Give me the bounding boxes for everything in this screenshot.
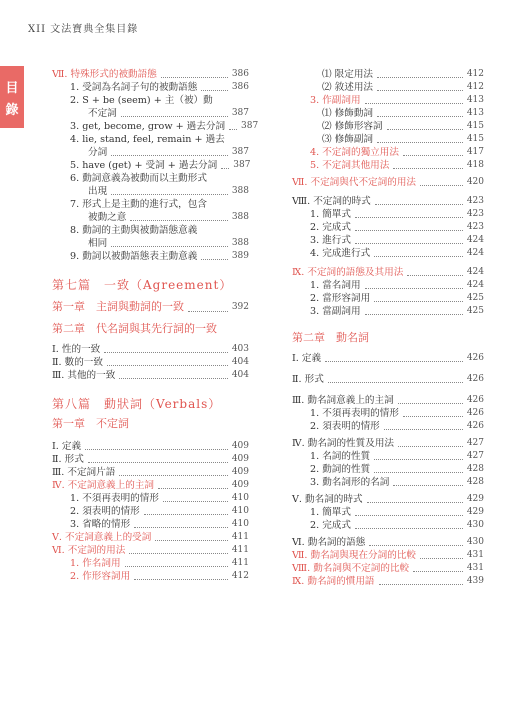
leader-dots [365,103,463,104]
leader-dots [201,259,227,260]
leader-dots [407,275,463,276]
entry-label: 分詞 [88,147,108,158]
leader-dots [221,168,229,169]
entry-label: 1. 受詞為名詞子句的被動語態 [70,82,198,93]
leader-dots [375,204,463,205]
entry-label: 1. 簡單式 [310,209,351,220]
toc-entry [292,493,484,506]
toc-list [292,493,484,532]
toc-entry [292,506,484,519]
leader-dots [377,90,463,91]
toc-entry [292,107,484,120]
entry-label: 1. 當名詞用 [310,280,361,291]
leader-dots [144,514,228,515]
page-number: 424 [466,248,484,258]
page-number: 388 [231,212,249,222]
entry-label: Ⅶ. 不定詞與代不定詞的用法 [292,177,417,188]
page-number: 431 [466,550,484,560]
entry-label: ⑴ 修飾動詞 [322,108,374,119]
entry-label: 6. 動詞意義為被動而以主動形式 [70,173,207,184]
toc-entry [52,479,249,492]
toc-entry [52,356,249,369]
leader-dots [355,230,463,231]
page-number: 417 [466,147,484,157]
leader-dots [355,243,463,244]
page-number: 415 [466,134,484,144]
leader-dots [155,540,227,541]
toc-entry [292,549,484,562]
page-number: 410 [231,493,249,503]
leader-dots [369,545,463,546]
entry-label: Ⅸ. 不定詞的語態及其用法 [292,267,404,278]
toc-entry [52,544,249,557]
leader-dots [325,361,463,362]
entry-label: 3. 作副詞用 [310,95,361,106]
entry-label: 1. 簡單式 [310,507,351,518]
toc-entry [292,407,484,420]
entry-label: 4. 完成進行式 [310,248,371,259]
toc-entry [52,466,249,479]
page-number: 409 [231,480,249,490]
entry-label: Ⅲ. 其他的一致 [52,370,116,381]
leader-dots [420,185,463,186]
entry-label: 3. 進行式 [310,235,351,246]
entry-label: Ⅲ. 不定詞片語 [52,467,116,478]
chapter-title: 第二章 動名詞 [292,331,369,344]
page-number: 428 [466,477,484,487]
entry-label: Ⅴ. 不定詞意義上的受詞 [52,532,152,543]
entry-label: Ⅳ. 動名詞的性質及用法 [292,438,395,449]
page-number: 412 [231,571,249,581]
toc-entry [52,237,249,250]
chapter-entry [52,299,249,315]
toc-entry [52,172,249,185]
toc-list [292,352,484,365]
page-number: 427 [466,438,484,448]
page-number: 415 [466,121,484,131]
entry-label: 1. 作名詞用 [70,558,121,569]
leader-dots [365,288,463,289]
toc-entry [292,81,484,94]
entry-label: 相同 [88,238,108,249]
toc-entry [292,420,484,433]
toc-entry [52,159,249,172]
entry-label: 2. 完成式 [310,520,351,531]
leader-dots [107,365,228,366]
entry-label: Ⅷ. 動名詞與不定詞的比較 [292,563,410,574]
page-number: 430 [466,520,484,530]
leader-dots [129,553,228,554]
entry-label: 2. 須表明的情形 [70,506,140,517]
entry-label: Ⅰ. 性的一致 [52,344,101,355]
toc-entry [52,557,249,570]
entry-label: 2. 須表明的情形 [310,421,380,432]
toc-entry [52,107,249,120]
toc-entry [292,266,484,279]
page-number: 423 [466,222,484,232]
leader-dots [130,220,227,221]
page-number: 412 [466,82,484,92]
toc-entry [292,221,484,234]
leader-dots [355,515,463,516]
page-number: 412 [466,69,484,79]
leader-dots [111,246,228,247]
toc-list [52,343,249,382]
page-number: 389 [231,251,249,261]
page-number: 404 [231,357,249,367]
page-number: 424 [466,235,484,245]
leader-dots [374,459,463,460]
leader-dots [420,558,463,559]
toc-side-tab [0,66,24,128]
toc-list [292,536,484,588]
page-number: 386 [231,82,249,92]
page-number: 430 [466,537,484,547]
page-number: 387 [241,121,259,131]
page-number: 439 [466,576,484,586]
leader-dots [367,502,463,503]
toc-list [292,266,484,318]
toc-entry [292,159,484,172]
leader-dots [374,256,463,257]
page-number: 423 [466,209,484,219]
toc-entry [292,68,484,81]
entry-label: Ⅰ. 定義 [52,441,82,452]
page-number: 387 [233,160,251,170]
leader-dots [111,194,228,195]
leader-dots [384,429,463,430]
leader-dots [413,571,463,572]
leader-dots [398,446,463,447]
entry-label: 4. 不定詞的獨立用法 [310,147,399,158]
entry-label: 4. lie, stand, feel, remain + 過去 [70,134,225,145]
page-number: 424 [466,267,484,277]
toc-entry [292,146,484,159]
leader-dots [119,475,227,476]
page-number: 431 [466,563,484,573]
entry-label: Ⅷ. 不定詞的時式 [292,196,371,207]
entry-label: 2. 當形容詞用 [310,293,371,304]
page-number: 392 [231,302,249,312]
entry-label: 8. 動詞的主動與被動語態意義 [70,225,198,236]
toc-entry [292,450,484,463]
toc-entry [52,81,249,94]
entry-label: 7. 形式上是主動的進行式，包含 [70,199,207,210]
leader-dots [355,217,463,218]
page-number: 387 [231,108,249,118]
leader-dots [229,129,237,130]
toc-list [292,176,484,189]
entry-label: Ⅵ. 動名詞的語態 [292,537,366,548]
entry-label: Ⅸ. 動名詞的慣用語 [292,576,375,587]
leader-dots [374,301,463,302]
page-number: 413 [466,95,484,105]
page-number: 409 [231,467,249,477]
toc-entry [52,531,249,544]
toc-list [52,440,249,583]
toc-entry [52,250,249,263]
leader-dots [393,485,462,486]
page-number: 420 [466,177,484,187]
toc-entry [292,133,484,146]
page-number: 426 [466,353,484,363]
entry-label: 5. 不定詞其他用法 [310,160,390,171]
entry-label: Ⅰ. 定義 [292,353,322,364]
toc-entry [52,224,249,237]
page-number: 428 [466,464,484,474]
entry-label: Ⅲ. 動名詞意義上的主詞 [292,395,394,406]
toc-entry [292,234,484,247]
leader-dots [88,462,228,463]
leader-dots [134,527,228,528]
page-number: 409 [231,454,249,464]
toc-list [292,437,484,489]
leader-dots [374,472,463,473]
leader-dots [365,314,463,315]
toc-entry [292,292,484,305]
entry-label: Ⅴ. 動名詞的時式 [292,494,363,505]
toc-entry [292,305,484,318]
entry-label: 3. 動名詞形的名詞 [310,477,390,488]
page-number: 426 [466,408,484,418]
toc-entry [292,575,484,588]
leader-dots [403,416,463,417]
leader-dots [377,116,463,117]
toc-entry [52,198,249,211]
entry-label: ⑶ 修飾副詞 [322,134,374,145]
toc-entry [52,453,249,466]
toc-entry [292,476,484,489]
left-column [52,68,259,583]
entry-label: 3. get, become, grow + 過去分詞 [70,121,226,132]
leader-dots [125,566,228,567]
page-number: 403 [231,344,249,354]
leader-dots [163,501,228,502]
toc-list [292,195,484,260]
entry-label: 2. 完成式 [310,222,351,233]
toc-entry [292,120,484,133]
page-number: 424 [466,280,484,290]
toc-entry [52,440,249,453]
page-number: 409 [231,441,249,451]
toc-entry [52,570,249,583]
toc-entry [52,518,249,531]
page-number: 426 [466,395,484,405]
entry-label: 被動之意 [88,212,127,223]
leader-dots [158,488,228,489]
entry-label: Ⅶ. 動名詞與現在分詞的比較 [292,550,417,561]
right-column [292,68,484,588]
page-number: 425 [466,306,484,316]
page-number: 427 [466,451,484,461]
toc-entry [292,562,484,575]
page-number: 429 [466,507,484,517]
leader-dots [134,579,228,580]
toc-entry [292,394,484,407]
leader-dots [403,155,463,156]
entry-label: Ⅶ. 特殊形式的被動語態 [52,69,157,80]
page-number: 410 [231,519,249,529]
entry-label: ⑵ 敘述用法 [322,82,374,93]
page-number: 386 [231,69,249,79]
toc-entry [52,120,259,133]
toc-entry [292,352,484,365]
page-number: 426 [466,421,484,431]
toc-entry [292,94,484,107]
part-heading: 第八篇 動狀詞（Verbals） [52,397,222,411]
entry-label: Ⅱ. 數的一致 [52,357,103,368]
page-number: 411 [231,558,249,568]
part-heading: 第七篇 一致（Agreement） [52,278,233,292]
toc-entry [292,208,484,221]
entry-label: Ⅱ. 形式 [52,454,84,465]
toc-entry [292,373,484,386]
leader-dots [328,382,463,383]
toc-entry [52,68,249,81]
toc-entry [292,195,484,208]
entry-label: 3. 省略的情形 [70,519,131,530]
toc-list [292,394,484,433]
leader-dots [393,168,462,169]
entry-label: 1. 不須再表明的情形 [310,408,399,419]
page-number: 426 [466,374,484,384]
toc-entry [292,437,484,450]
page-number: 425 [466,293,484,303]
page-header: XII 文法寶典全集目錄 [28,24,139,35]
toc-entry [52,133,249,146]
page-number: 388 [231,186,249,196]
chapter-title: 第二章 代名詞與其先行詞的一致 [52,322,217,335]
toc-list [292,373,484,386]
entry-label: 出現 [88,186,108,197]
toc-list [52,68,259,263]
chapter-title: 第一章 主詞與動詞的一致 [52,300,184,313]
entry-label: 1. 名詞的性質 [310,451,371,462]
page-number: 410 [231,506,249,516]
leader-dots [377,142,463,143]
leader-dots [111,155,228,156]
leader-dots [121,116,228,117]
toc-entry [52,505,249,518]
toc-entry [292,536,484,549]
leader-dots [377,77,463,78]
leader-dots [201,90,227,91]
entry-label: Ⅵ. 不定詞的用法 [52,545,126,556]
leader-dots [355,528,463,529]
page-number: 418 [466,160,484,170]
leader-dots [104,352,228,353]
side-tab-char-1: 目 [5,80,19,96]
toc-entry [52,185,249,198]
entry-label: 9. 動詞以被動語態表主動意義 [70,251,198,262]
leader-dots [398,403,463,404]
entry-label: 2. S + be (seem) + 主（被）動 [70,95,213,106]
page-number: 387 [231,147,249,157]
entry-label: Ⅳ. 不定詞意義上的主詞 [52,480,155,491]
toc-entry [292,247,484,260]
entry-label: 3. 當副詞用 [310,306,361,317]
toc-entry [292,463,484,476]
toc-entry [292,519,484,532]
entry-label: 2. 作形容詞用 [70,571,131,582]
toc-entry [292,279,484,292]
toc-entry [292,176,484,189]
leader-dots [379,584,463,585]
entry-label: ⑵ 修飾形容詞 [322,121,383,132]
page-number: 404 [231,370,249,380]
toc-entry [52,146,249,159]
page-number: 429 [466,494,484,504]
toc-entry [52,369,249,382]
page-number: 388 [231,238,249,248]
toc-entry [52,94,249,107]
leader-dots [188,311,228,312]
toc-entry [52,211,249,224]
toc-entry [52,492,249,505]
entry-label: 5. have (get) + 受詞 + 過去分詞 [70,160,218,171]
entry-label: Ⅱ. 形式 [292,374,324,385]
page-number: 413 [466,108,484,118]
leader-dots [119,378,227,379]
page-number: 423 [466,196,484,206]
side-tab-char-2: 錄 [5,102,19,118]
entry-label: 2. 動詞的性質 [310,464,371,475]
page-number: 411 [231,532,249,542]
leader-dots [161,77,228,78]
entry-label: 不定詞 [88,108,117,119]
chapter-title: 第一章 不定詞 [52,417,129,430]
toc-list [292,68,484,172]
leader-dots [85,449,228,450]
entry-label: ⑴ 限定用法 [322,69,374,80]
entry-label: 1. 不須再表明的情形 [70,493,159,504]
page-number: 411 [231,545,249,555]
leader-dots [387,129,463,130]
toc-entry [52,343,249,356]
